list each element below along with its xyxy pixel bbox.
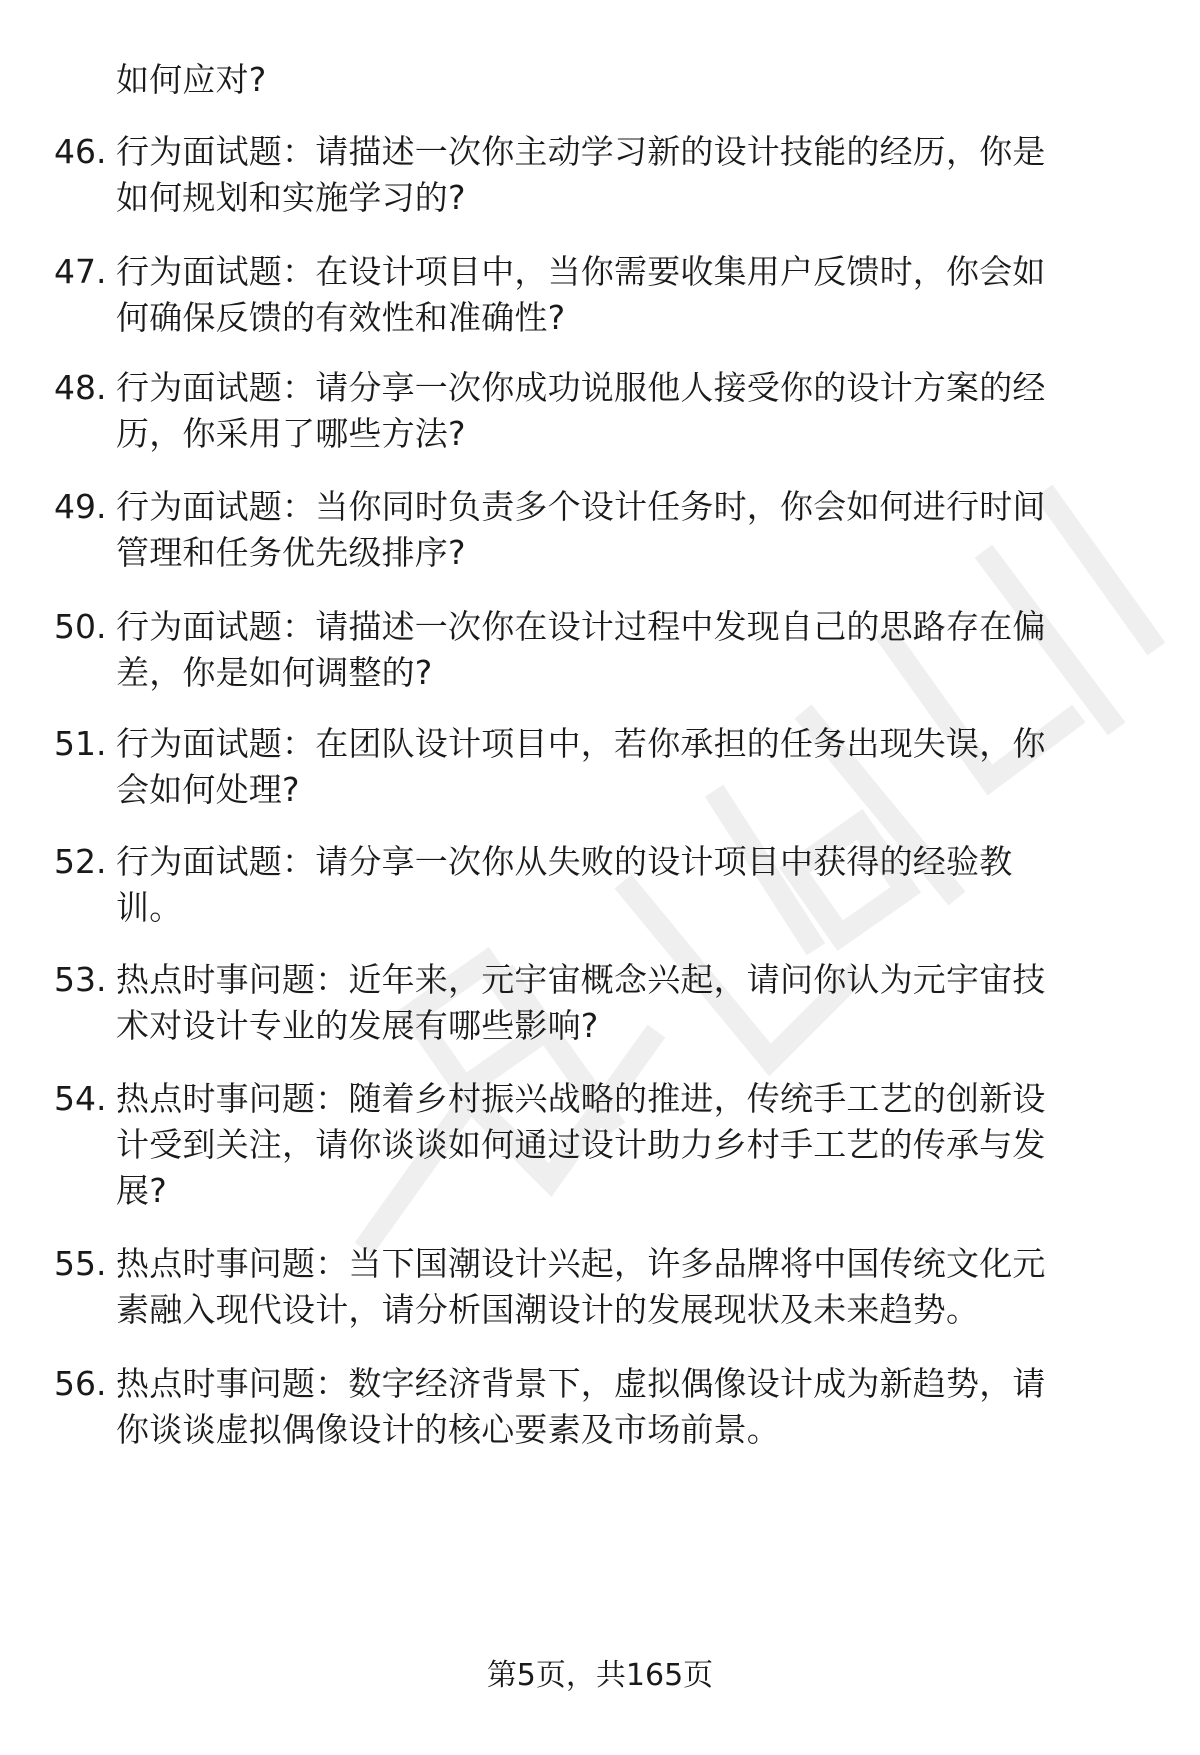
item-text-line: 历，你采用了哪些方法? xyxy=(116,414,466,453)
page-number-footer: 第5页，共165页 xyxy=(486,1658,714,1693)
item-text-line: 行为面试题：请描述一次你主动学习新的设计技能的经历，你是 xyxy=(116,132,1046,171)
item-text-line: 你谈谈虚拟偶像设计的核心要素及市场前景。 xyxy=(116,1410,780,1449)
item-text-line: 管理和任务优先级排序? xyxy=(116,533,466,572)
item-text-line: 热点时事问题：当下国潮设计兴起，许多品牌将中国传统文化元 xyxy=(116,1244,1046,1283)
item-text-line: 会如何处理? xyxy=(116,770,300,809)
item-number: 47. xyxy=(54,252,107,291)
item-number: 52. xyxy=(54,842,107,881)
item-text-line: 行为面试题：请描述一次你在设计过程中发现自己的思路存在偏 xyxy=(116,607,1046,646)
item-text-line: 何确保反馈的有效性和准确性? xyxy=(116,298,566,337)
item-text-line: 行为面试题：请分享一次你从失败的设计项目中获得的经验教 xyxy=(116,842,1013,881)
item-text-line: 热点时事问题：数字经济背景下，虚拟偶像设计成为新趋势，请 xyxy=(116,1364,1046,1403)
continuation-line: 如何应对? xyxy=(116,60,267,99)
item-text-line: 行为面试题：在团队设计项目中，若你承担的任务出现失误，你 xyxy=(116,724,1046,763)
item-number: 46. xyxy=(54,132,107,171)
item-number: 56. xyxy=(54,1364,107,1403)
item-text-line: 训。 xyxy=(116,888,183,927)
item-number: 51. xyxy=(54,724,107,763)
item-text-line: 差，你是如何调整的? xyxy=(116,653,433,692)
item-text-line: 计受到关注，请你谈谈如何通过设计助力乡村手工艺的传承与发 xyxy=(116,1125,1046,1164)
item-number: 50. xyxy=(54,607,107,646)
item-number: 54. xyxy=(54,1079,107,1118)
item-text-line: 热点时事问题：近年来，元宇宙概念兴起，请问你认为元宇宙技 xyxy=(116,960,1046,999)
item-text-line: 术对设计专业的发展有哪些影响? xyxy=(116,1006,599,1045)
item-text-line: 展? xyxy=(116,1171,167,1210)
item-number: 53. xyxy=(54,960,107,999)
item-number: 55. xyxy=(54,1244,107,1283)
item-text-line: 行为面试题：请分享一次你成功说服他人接受你的设计方案的经 xyxy=(116,368,1046,407)
item-number: 49. xyxy=(54,487,107,526)
item-text-line: 行为面试题：当你同时负责多个设计任务时，你会如何进行时间 xyxy=(116,487,1046,526)
item-text-line: 素融入现代设计，请分析国潮设计的发展现状及未来趋势。 xyxy=(116,1290,980,1329)
item-text-line: 如何规划和实施学习的? xyxy=(116,178,466,217)
item-text-line: 行为面试题：在设计项目中，当你需要收集用户反馈时，你会如 xyxy=(116,252,1046,291)
item-number: 48. xyxy=(54,368,107,407)
item-text-line: 热点时事问题：随着乡村振兴战略的推进，传统手工艺的创新设 xyxy=(116,1079,1046,1118)
